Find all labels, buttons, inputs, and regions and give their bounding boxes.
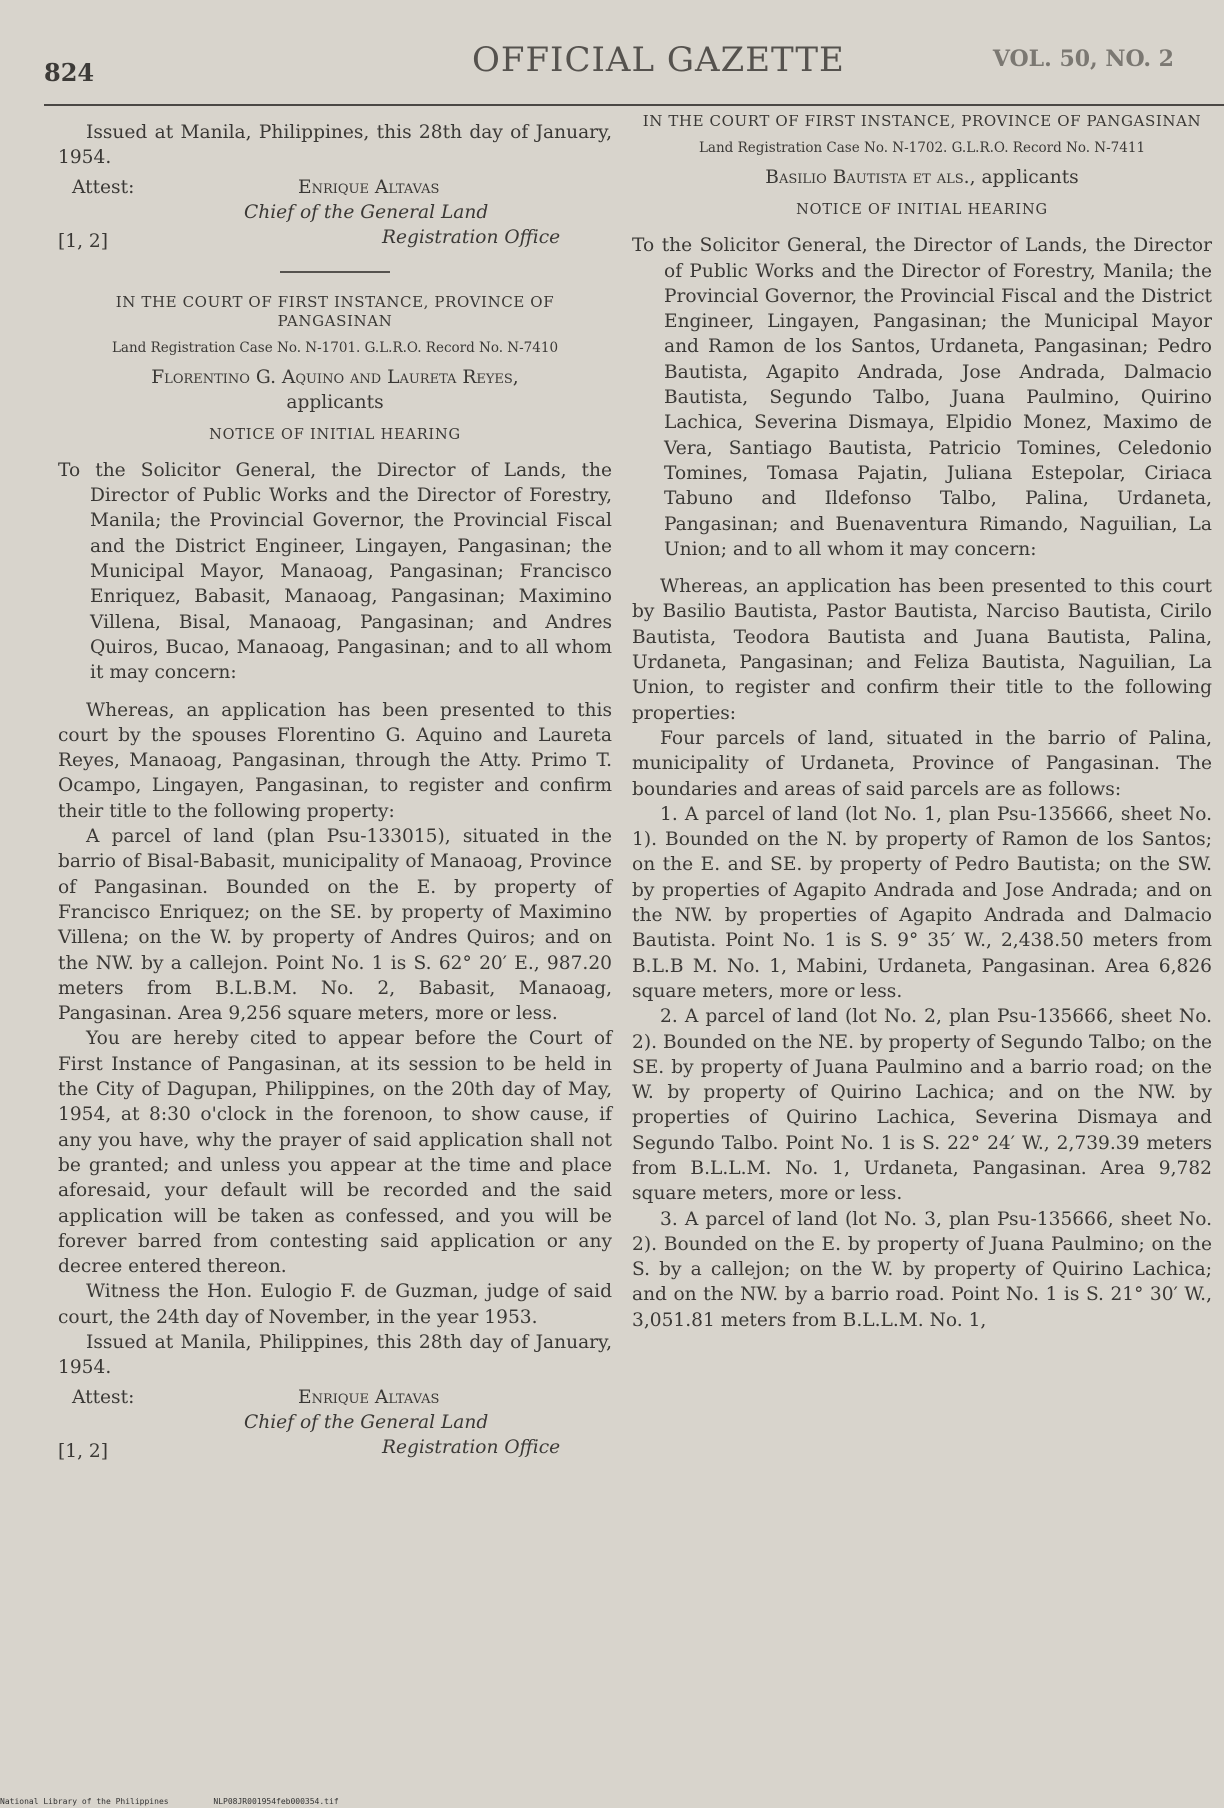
body-paragraph: You are hereby cited to appear before the Court of First Instance of Pangasinan, at its session to be held in the City of Dagupan, Philippines, on the 20th day of May, 1954, at 8:30 o'clock in the forenoon, to show cause, if any you have, why the prayer of said application shall not be granted; and unless you appear at the time and place aforesaid, your default will be recorded and the said application will be taken as confessed, and you will be forever barred from contesting said application or any decree entered thereon. bbox=[58, 1028, 612, 1278]
attest-label: Attest: bbox=[72, 176, 135, 198]
applicants bbox=[58, 365, 612, 415]
file-name: NLP08JR001954feb000354.tif bbox=[213, 1797, 339, 1806]
publication-title: OFFICIAL GAZETTE bbox=[472, 40, 845, 80]
attest-name: Enrique Altavas bbox=[298, 176, 440, 198]
attest-block bbox=[58, 175, 612, 251]
body-paragraph: Witness the Hon. Eulogio F. de Guzman, judge of said court, the 24th day of November, in the year 1953. bbox=[58, 1281, 612, 1328]
left-column bbox=[58, 120, 612, 1461]
page-number: 824 bbox=[44, 58, 95, 87]
parcel-paragraph: 2. A parcel of land (lot No. 2, plan Psu-135666, sheet No. 2). Bounded on the NE. by property of Segundo Talbo; on the SE. by property of Juana Paulmino and a barrio road; on the W. by property of Quirino Lachica; and on the NW. by properties of Quirino Lachica, Severina Dismaya and Segundo Talbo. Point No. 1 is S. 22° 24′ W., 2,739.39 meters from B.L.L.M. No. 1, Urdaneta, Pangasinan. Area 9,782 square meters, more or less. bbox=[632, 1006, 1212, 1205]
applicant-role: applicants bbox=[286, 391, 384, 413]
body-paragraph: Whereas, an application has been presented to this court by Basilio Bautista, Pastor Bautista, Narciso Bautista, Cirilo Bautista, Teodora Bautista and Juana Bautista, Palina, Urdaneta, Pangasinan; and Feliza Bautista, Naguilian, La Union, to register and confirm their title to the following properties: bbox=[632, 576, 1212, 724]
library-credit: National Library of the Philippines bbox=[0, 1797, 169, 1806]
body-paragraph: Four parcels of land, situated in the barrio of Palina, municipality of Urdaneta, Province of Pangasinan. The boundaries and areas of said parcels are as follows: bbox=[632, 727, 1212, 800]
page-header bbox=[44, 40, 1174, 86]
case-number: Land Registration Case No. N-1702. G.L.R.O. Record No. N-7411 bbox=[698, 140, 1146, 156]
court-heading: IN THE COURT OF FIRST INSTANCE, PROVINCE OF PANGASINAN bbox=[115, 292, 555, 330]
attest-title-line2: Registration Office bbox=[382, 1436, 561, 1458]
court-heading: IN THE COURT OF FIRST INSTANCE, PROVINCE OF PANGASINAN bbox=[642, 112, 1202, 130]
body-paragraph: Issued at Manila, Philippines, this 28th day of January, 1954. bbox=[58, 1331, 612, 1379]
attest-title-line1: Chief of the General Land bbox=[244, 1411, 489, 1433]
parcel-paragraph: 3. A parcel of land (lot No. 3, plan Psu-135666, sheet No. 2). Bounded on the E. by property of Juana Paulmino; on the S. by a callejon; on the W. by property of Quirino Lachica; and on the NW. by a barrio road. Point No. 1 is S. 21° 30′ W., 3,051.81 meters from B.L.L.M. No. 1, bbox=[632, 1208, 1212, 1331]
attest-title-line2: Registration Office bbox=[382, 226, 561, 248]
scan-footer bbox=[0, 1797, 379, 1806]
body-paragraph: A parcel of land (plan Psu-133015), situated in the barrio of Bisal-Babasit, municipality of Manaoag, Province of Pangasinan. Bounded on the E. by property of Francisco Enriquez; on the SE. by property of Maximino Villena; on the W. by property of Andres Quiros; and on the NW. by a callejon. Point No. 1 is S. 62° 20′ E., 987.20 meters from B.L.B.M. No. 2, Babasit, Manaoag, Pangasinan. Area 9,256 square meters, more or less. bbox=[58, 826, 612, 1025]
body-paragraph: Whereas, an application has been presented to this court by the spouses Florentino G. Aquino and Laureta Reyes, Manaoag, Pangasinan, through the Atty. Primo T. Ocampo, Lingayen, Pangasinan, to register and confirm their title to the following property: bbox=[58, 699, 612, 822]
attest-block bbox=[58, 1385, 612, 1461]
attest-label: Attest: bbox=[72, 1386, 135, 1408]
applicant-role: applicants bbox=[981, 167, 1079, 188]
addressee-paragraph: To the Solicitor General, the Director of Lands, the Director of Public Works and the Director of Forestry, Manila; the Provincial Governor, the Provincial Fiscal and the District Engineer, Lingayen, Pangasinan; the Municipal Mayor, Manaoag, Pangasinan; Francisco Enriquez, Babasit, Manaoag, Pangasinan; Maximino Villena, Bisal, Manaoag, Pangasinan; and Andres Quiros, Bucao, Manaoag, Pangasinan; and to all whom it may concern: bbox=[58, 459, 612, 684]
notice-heading: NOTICE OF INITIAL HEARING bbox=[796, 202, 1048, 218]
attest-ref: [1, 2] bbox=[58, 1440, 108, 1462]
case-number: Land Registration Case No. N-1701. G.L.R.O. Record No. N-7410 bbox=[111, 339, 559, 356]
notice-heading: NOTICE OF INITIAL HEARING bbox=[209, 426, 461, 443]
right-column bbox=[632, 112, 1212, 1333]
attest-ref: [1, 2] bbox=[58, 230, 108, 252]
applicant-names: Florentino G. Aquino and Laureta Reyes, bbox=[151, 366, 519, 388]
attest-title-line1: Chief of the General Land bbox=[244, 201, 489, 223]
applicant-names: Basilio Bautista et als., bbox=[765, 167, 976, 188]
separator-rule bbox=[280, 271, 390, 273]
header-rule bbox=[44, 104, 1224, 106]
attest-name: Enrique Altavas bbox=[298, 1386, 440, 1408]
applicants bbox=[632, 165, 1212, 190]
addressee-paragraph: To the Solicitor General, the Director of Lands, the Director of Public Works and the Director of Forestry, Manila; the Provincial Governor, the Provincial Fiscal and the District Engineer, Lingayen, Pangasinan; the Municipal Mayor and Ramon de los Santos, Urdaneta, Pangasinan; Pedro Bautista, Agapito Andrada, Jose Andrada, Dalmacio Bautista, Segundo Talbo, Juana Paulmino, Quirino Lachica, Severina Dismaya, Elpidio Monez, Maximo de Vera, Santiago Bautista, Patricio Tomines, Celedonio Tomines, Tomasa Pajatin, Juliana Estepolar, Ciriaca Tabuno and Ildefonso Talbo, Palina, Urdaneta, Pangasinan; and Buenaventura Rimando, Naguilian, La Union; and to all whom it may concern: bbox=[632, 235, 1212, 560]
volume-number: VOL. 50, NO. 2 bbox=[992, 46, 1174, 72]
issued-statement: Issued at Manila, Philippines, this 28th day of January, 1954. bbox=[58, 122, 612, 169]
parcel-paragraph: 1. A parcel of land (lot No. 1, plan Psu-135666, sheet No. 1). Bounded on the N. by property of Ramon de los Santos; on the E. and SE. by property of Pedro Bautista; on the SW. by properties of Agapito Andrada and Jose Andrada; and on the NW. by properties of Agapito Andrada and Dalmacio Bautista. Point No. 1 is S. 9° 35′ W., 2,438.50 meters from B.L.B M. No. 1, Mabini, Urdaneta, Pangasinan. Area 6,826 square meters, more or less. bbox=[632, 803, 1212, 1002]
